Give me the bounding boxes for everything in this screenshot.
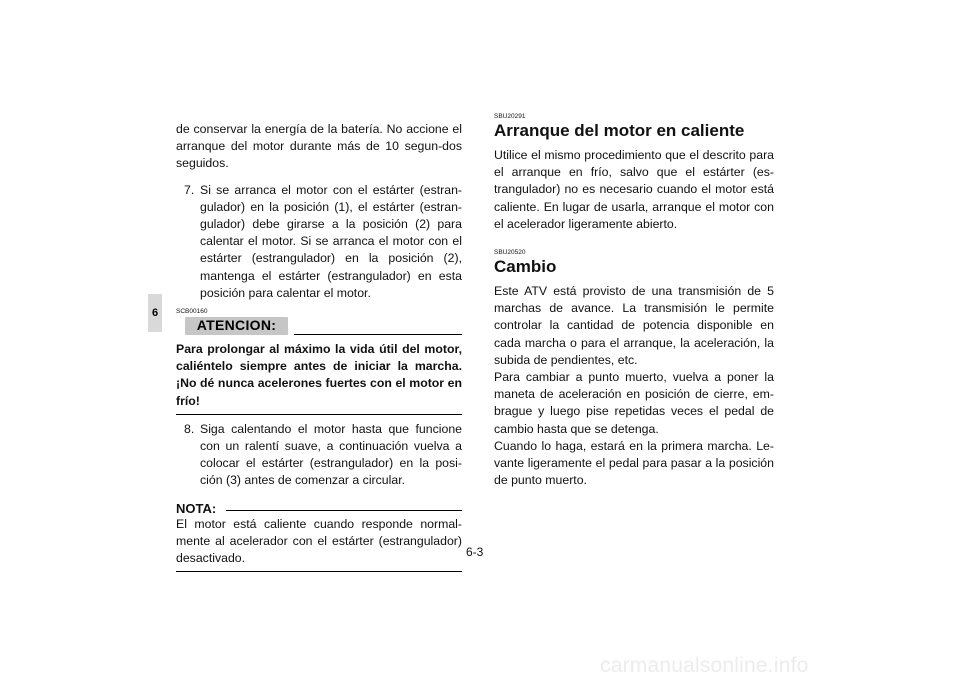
- intro-paragraph: de conservar la energía de la batería. No accione el arranque del motor durante más de 10 segun-dos seguidos.: [176, 122, 462, 171]
- caution-divider: [294, 334, 462, 335]
- section2-paragraph-1: Este ATV está provisto de una transmisión de 5 marchas de avance. La transmisión le permite controlar la cantidad de potencia disponible en cada marcha o para el arranque, la aceleración, la subida de pendientes, etc.: [494, 284, 774, 367]
- note-bottom-rule: [176, 571, 462, 572]
- step-8-text: Siga calentando el motor hasta que funcione con un ralentí suave, a continuación vuelva a colocar el estárter (estrangulador) en la posi-ción (3) antes de comenzar a circular.: [200, 421, 462, 488]
- section1-code: SBU20291: [494, 113, 526, 120]
- step-7-number: 7.: [184, 182, 195, 197]
- section2-paragraph-3: Cuando lo haga, estará en la primera marcha. Le-vante ligeramente el pedal para pasar a la posición de punto muerto.: [494, 438, 774, 488]
- section1-paragraph: Utilice el mismo procedimiento que el descrito para el arranque en frío, salvo que el estárter (es-trangulador) no es necesario cuando el motor está caliente. En lugar de usarla, arranque el motor con el acelerador ligeramente abierto.: [494, 148, 774, 231]
- step-7-text: Si se arranca el motor con el estárter (estran-gulador) en la posición (1), el estárter (estran-gulador) debe girarse a la posición (2) para calentar el motor. Si se arranca el motor con el estárter (estrangulador) en la posición (2), mantenga el estárter (estrangulador) en esta posición para calentar el motor.: [200, 182, 462, 300]
- right-column: [494, 113, 774, 489]
- caution-label: ATENCION:: [185, 317, 288, 335]
- caution-bottom-rule: [176, 414, 462, 415]
- section2-paragraph-2: Para cambiar a punto muerto, vuelva a poner la maneta de aceleración en posición de cierre, em-brague y luego pise repetidas veces el pedal de cambio hasta que se detenga.: [494, 370, 774, 436]
- watermark: carmanualsonline.info: [600, 654, 809, 677]
- step-7: [176, 182, 462, 302]
- section1-title: Arranque del motor en caliente: [494, 121, 745, 140]
- note-label: NOTA:: [176, 500, 217, 516]
- section-tab: [148, 294, 162, 332]
- page-number: 6-3: [466, 545, 484, 559]
- step-8-number: 8.: [184, 421, 195, 436]
- caution-text: Para prolongar al máximo la vida útil del motor, caliéntelo siempre antes de iniciar la marcha. ¡No dé nunca acelerones fuertes con el motor en frío!: [176, 342, 462, 408]
- note-divider: [226, 510, 462, 511]
- left-column: [176, 121, 462, 572]
- note-header: [176, 500, 462, 516]
- step-8: [176, 421, 462, 490]
- section2-code: SBU20520: [494, 249, 526, 257]
- section-tab-label: 6: [151, 307, 159, 319]
- caution-code: SCB00160: [176, 308, 208, 316]
- note-text: El motor está caliente cuando responde normal-mente al acelerador con el estárter (estrangulador) desactivado.: [176, 516, 462, 566]
- caution-header: [176, 317, 462, 335]
- section2-title: Cambio: [494, 257, 557, 277]
